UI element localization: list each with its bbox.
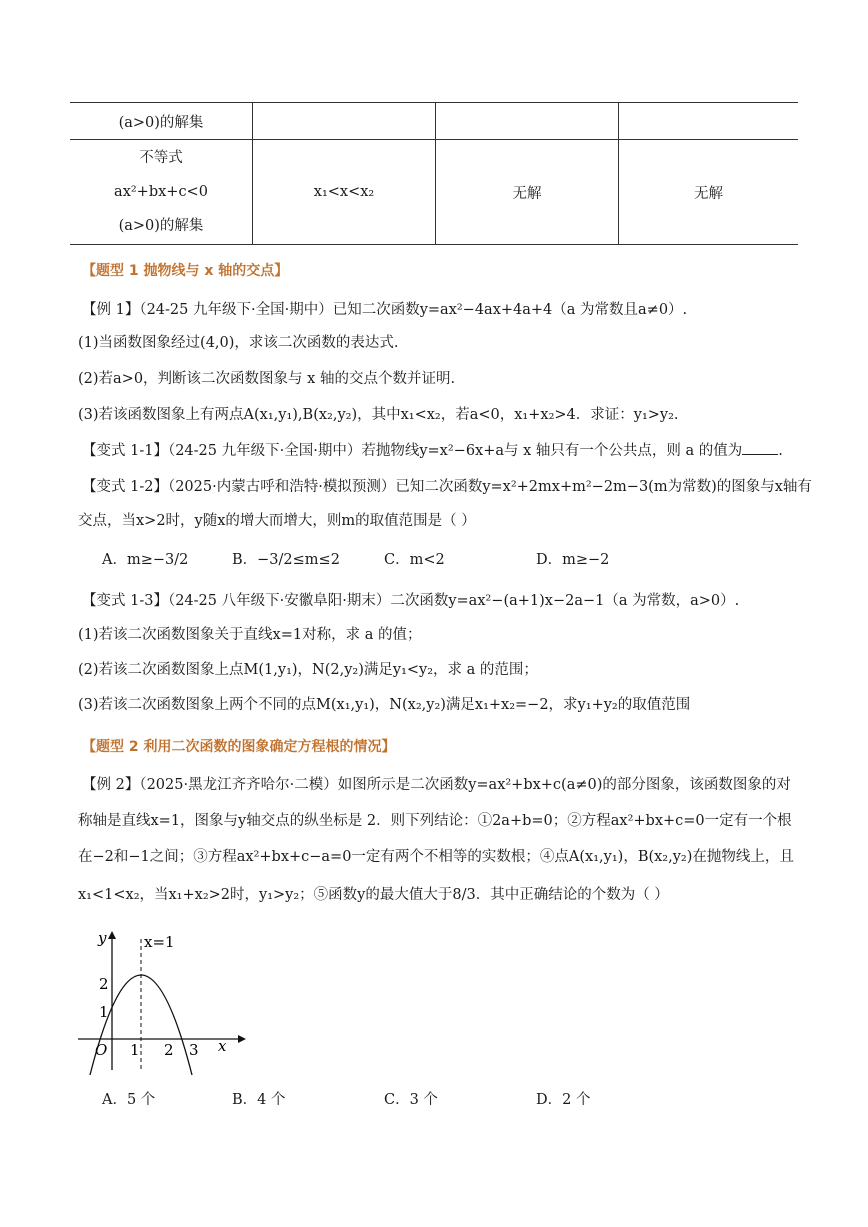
y-axis-label: y xyxy=(98,929,107,947)
example-2-line-2: 称轴是直线x=1，图象与y轴交点的纵坐标是 2．则下列结论：①2a+b=0；②方程ax²+bx+c=0一定有一个根 xyxy=(78,813,792,829)
example-1-stem: 【例 1】（24-25 九年级下·全国·期中）已知二次函数y=ax²−4ax+4a+4（a 为常数且a≠0）. xyxy=(82,302,688,318)
variant-1-2-line-2: 交点，当x>2时，y随x的增大而增大，则m的取值范围是（ ） xyxy=(78,513,476,529)
parabola-graph xyxy=(70,925,250,1075)
variant-1-1: 【变式 1-1】（24-25 九年级下·全国·期中）若抛物线y=x²−6x+a与 x 轴只有一个公共点，则 a 的值为 . xyxy=(82,440,783,462)
x-axis-arrow xyxy=(238,1035,246,1043)
choice-b: B．4 个 xyxy=(232,1092,286,1108)
choice-a: A．5 个 xyxy=(102,1092,156,1108)
symmetry-label: x=1 xyxy=(144,933,175,951)
answer-blank xyxy=(742,440,778,455)
example-2-line-1: 【例 2】（2025·黑龙江齐齐哈尔·二模）如图所示是二次函数y=ax²+bx+c(a≠0)的部分图象，该函数图象的对 xyxy=(82,777,791,793)
variant-1-1-text: 【变式 1-1】（24-25 九年级下·全国·期中）若抛物线y=x²−6x+a与 x 轴只有一个公共点，则 a 的值为 xyxy=(82,443,743,459)
table-cell: 无解 xyxy=(619,140,799,245)
example-1-part-2: (2)若a>0，判断该二次函数图象与 x 轴的交点个数并证明. xyxy=(78,371,456,387)
tick-label-y-2: 2 xyxy=(99,975,109,993)
choice-d: D．m≥−2 xyxy=(536,552,610,568)
origin-label: O xyxy=(95,1041,108,1059)
y-axis-arrow xyxy=(108,931,116,939)
table-cell: x₁<x<x₂ xyxy=(253,140,436,245)
table-cell-label: (a>0)的解集 xyxy=(70,103,253,140)
table-row xyxy=(70,103,798,140)
example-2-line-3: 在−2和−1之间；③方程ax²+bx+c−a=0一定有两个不相等的实数根；④点A(x₁,y₁)，B(x₂,y₂)在抛物线上，且 xyxy=(78,849,794,865)
choice-c: C．3 个 xyxy=(384,1092,438,1108)
variant-1-3-part-2: (2)若该二次函数图象上点M(1,y₁)，N(2,y₂)满足y₁<y₂，求 a 的范围； xyxy=(78,662,538,678)
tick-label-y-1: 1 xyxy=(99,1003,109,1021)
choice-a: A．m≥−3/2 xyxy=(102,552,189,568)
choice-d: D．2 个 xyxy=(536,1092,591,1108)
variant-1-3-part-3: (3)若该二次函数图象上两个不同的点M(x₁,y₁)，N(x₂,y₂)满足x₁+x₂=−2，求y₁+y₂的取值范围 xyxy=(78,697,691,713)
section-heading: 【题型 2 利用二次函数的图象确定方程根的情况】 xyxy=(82,739,396,755)
example-1-part-3: (3)若该函数图象上有两点A(x₁,y₁),B(x₂,y₂)，其中x₁<x₂，若a<0，x₁+x₂>4．求证：y₁>y₂. xyxy=(78,407,679,423)
table-cell-label: 不等式 ax²+bx+c<0 (a>0)的解集 xyxy=(70,140,253,245)
table-cell xyxy=(619,103,799,140)
table-cell xyxy=(436,103,619,140)
variant-1-2-line-1: 【变式 1-2】（2025·内蒙古呼和浩特·模拟预测）已知二次函数y=x²+2mx+m²−2m−3(m为常数)的图象与x轴有 xyxy=(82,479,812,495)
choice-c: C．m<2 xyxy=(384,552,445,568)
x-axis-label: x xyxy=(218,1037,227,1055)
example-2-line-4: x₁<1<x₂，当x₁+x₂>2时，y₁>y₂；⑤函数y的最大值大于8/3．其中正确结论的个数为（ ） xyxy=(78,887,669,903)
solution-table xyxy=(70,102,798,245)
choice-b: B．−3/2≤m≤2 xyxy=(232,552,340,568)
table-cell xyxy=(253,103,436,140)
example-1-part-1: (1)当函数图象经过(4,0)，求该二次函数的表达式. xyxy=(78,335,399,351)
tick-label-x-1: 1 xyxy=(130,1041,140,1059)
table-row xyxy=(70,140,798,245)
tick-label-x-3: 3 xyxy=(189,1041,199,1059)
table-cell: 无解 xyxy=(436,140,619,245)
section-heading: 【题型 1 抛物线与 x 轴的交点】 xyxy=(82,263,289,279)
variant-1-3-stem: 【变式 1-3】（24-25 八年级下·安徽阜阳·期末）二次函数y=ax²−(a+1)x−2a−1（a 为常数，a>0）. xyxy=(82,593,740,609)
variant-1-3-part-1: (1)若该二次函数图象关于直线x=1对称，求 a 的值； xyxy=(78,627,422,643)
tick-label-x-2: 2 xyxy=(164,1041,174,1059)
